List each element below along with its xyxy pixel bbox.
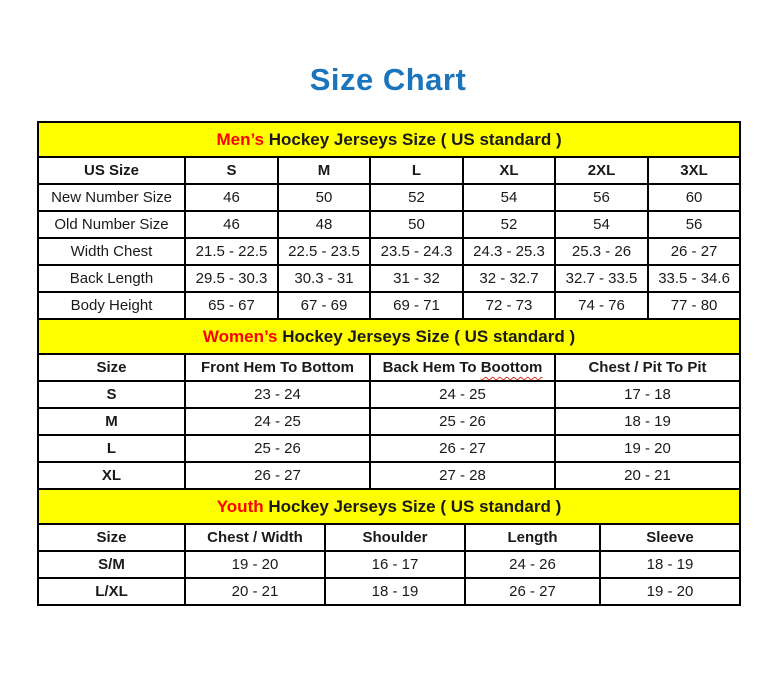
table-row: [38, 184, 740, 211]
womens-cell: 24 - 25: [185, 408, 370, 435]
youth-cell: 18 - 19: [325, 578, 465, 605]
mens-row-label: New Number Size: [38, 184, 185, 211]
mens-cell: 65 - 67: [185, 292, 278, 319]
youth-col-header: Chest / Width: [185, 524, 325, 551]
mens-col-header: 2XL: [555, 157, 648, 184]
mens-cell: 21.5 - 22.5: [185, 238, 278, 265]
mens-cell: 32.7 - 33.5: [555, 265, 648, 292]
youth-section-heading: [38, 489, 740, 524]
womens-cell: 26 - 27: [370, 435, 555, 462]
mens-cell: 22.5 - 23.5: [278, 238, 370, 265]
mens-cell: 69 - 71: [370, 292, 463, 319]
mens-row-label: Body Height: [38, 292, 185, 319]
table-row: [38, 265, 740, 292]
womens-cell: 18 - 19: [555, 408, 740, 435]
mens-cell: 33.5 - 34.6: [648, 265, 740, 292]
womens-cell: 24 - 25: [370, 381, 555, 408]
mens-cell: 54: [555, 211, 648, 238]
mens-heading-rest: Hockey Jerseys Size ( US standard ): [264, 129, 562, 149]
womens-row-label: S: [38, 381, 185, 408]
womens-col-header: Size: [38, 354, 185, 381]
mens-col-header: L: [370, 157, 463, 184]
womens-col-header: Chest / Pit To Pit: [555, 354, 740, 381]
womens-cell: 25 - 26: [185, 435, 370, 462]
table-row: [38, 292, 740, 319]
mens-col-header: S: [185, 157, 278, 184]
table-row: [38, 435, 740, 462]
mens-cell: 29.5 - 30.3: [185, 265, 278, 292]
mens-col-header: US Size: [38, 157, 185, 184]
mens-cell: 56: [555, 184, 648, 211]
mens-cell: 77 - 80: [648, 292, 740, 319]
mens-cell: 72 - 73: [463, 292, 555, 319]
mens-section-band: [38, 122, 740, 157]
womens-section-heading: [38, 319, 740, 354]
mens-col-header: M: [278, 157, 370, 184]
womens-heading-highlight: Women’s: [202, 326, 278, 346]
womens-cell: 20 - 21: [555, 462, 740, 489]
mens-cell: 50: [278, 184, 370, 211]
youth-col-header: Size: [38, 524, 185, 551]
mens-cell: 52: [463, 211, 555, 238]
mens-cell: 54: [463, 184, 555, 211]
table-row: [38, 408, 740, 435]
mens-cell: 26 - 27: [648, 238, 740, 265]
womens-col-header: Front Hem To Bottom: [185, 354, 370, 381]
mens-cell: 74 - 76: [555, 292, 648, 319]
table-row: [38, 578, 740, 605]
youth-section-band: [38, 489, 740, 524]
mens-col-header: 3XL: [648, 157, 740, 184]
table-row: [38, 551, 740, 578]
youth-row-label: L/XL: [38, 578, 185, 605]
youth-col-header: Shoulder: [325, 524, 465, 551]
womens-cell: 19 - 20: [555, 435, 740, 462]
youth-cell: 24 - 26: [465, 551, 600, 578]
mens-col-header: XL: [463, 157, 555, 184]
youth-cell: 26 - 27: [465, 578, 600, 605]
womens-cell: 23 - 24: [185, 381, 370, 408]
youth-size-table: [37, 488, 741, 606]
mens-cell: 23.5 - 24.3: [370, 238, 463, 265]
womens-row-label: XL: [38, 462, 185, 489]
mens-cell: 48: [278, 211, 370, 238]
mens-cell: 50: [370, 211, 463, 238]
mens-cell: 31 - 32: [370, 265, 463, 292]
mens-cell: 46: [185, 184, 278, 211]
mens-heading-highlight: Men’s: [216, 129, 264, 149]
table-row: [38, 381, 740, 408]
youth-cell: 20 - 21: [185, 578, 325, 605]
womens-heading-rest: Hockey Jerseys Size ( US standard ): [277, 326, 576, 346]
mens-row-label: Back Length: [38, 265, 185, 292]
youth-cell: 19 - 20: [185, 551, 325, 578]
table-row: [38, 238, 740, 265]
size-chart: [37, 121, 739, 606]
mens-cell: 25.3 - 26: [555, 238, 648, 265]
youth-header-row: [38, 524, 740, 551]
youth-cell: 16 - 17: [325, 551, 465, 578]
womens-cell: 27 - 28: [370, 462, 555, 489]
mens-cell: 52: [370, 184, 463, 211]
womens-col-back-typo-word: Boottom: [480, 359, 543, 376]
mens-cell: 60: [648, 184, 740, 211]
youth-cell: 19 - 20: [600, 578, 740, 605]
youth-cell: 18 - 19: [600, 551, 740, 578]
mens-cell: 46: [185, 211, 278, 238]
youth-row-label: S/M: [38, 551, 185, 578]
mens-section-heading: [38, 122, 740, 157]
mens-row-label: Width Chest: [38, 238, 185, 265]
womens-header-row: [38, 354, 740, 381]
mens-header-row: [38, 157, 740, 184]
mens-cell: 24.3 - 25.3: [463, 238, 555, 265]
womens-col-back-prefix: Back Hem To: [382, 359, 481, 376]
youth-heading-highlight: Youth: [216, 496, 264, 516]
womens-col-header: [370, 354, 555, 381]
mens-cell: 67 - 69: [278, 292, 370, 319]
table-row: [38, 211, 740, 238]
mens-size-table: [37, 121, 741, 320]
mens-cell: 32 - 32.7: [463, 265, 555, 292]
womens-cell: 17 - 18: [555, 381, 740, 408]
womens-size-table: [37, 318, 741, 490]
womens-row-label: M: [38, 408, 185, 435]
page-title: Size Chart: [309, 62, 467, 97]
table-row: [38, 462, 740, 489]
mens-cell: 30.3 - 31: [278, 265, 370, 292]
womens-cell: 25 - 26: [370, 408, 555, 435]
youth-heading-rest: Hockey Jerseys Size ( US standard ): [263, 496, 562, 516]
youth-col-header: Sleeve: [600, 524, 740, 551]
womens-section-band: [38, 319, 740, 354]
womens-cell: 26 - 27: [185, 462, 370, 489]
mens-row-label: Old Number Size: [38, 211, 185, 238]
womens-row-label: L: [38, 435, 185, 462]
mens-cell: 56: [648, 211, 740, 238]
youth-col-header: Length: [465, 524, 600, 551]
